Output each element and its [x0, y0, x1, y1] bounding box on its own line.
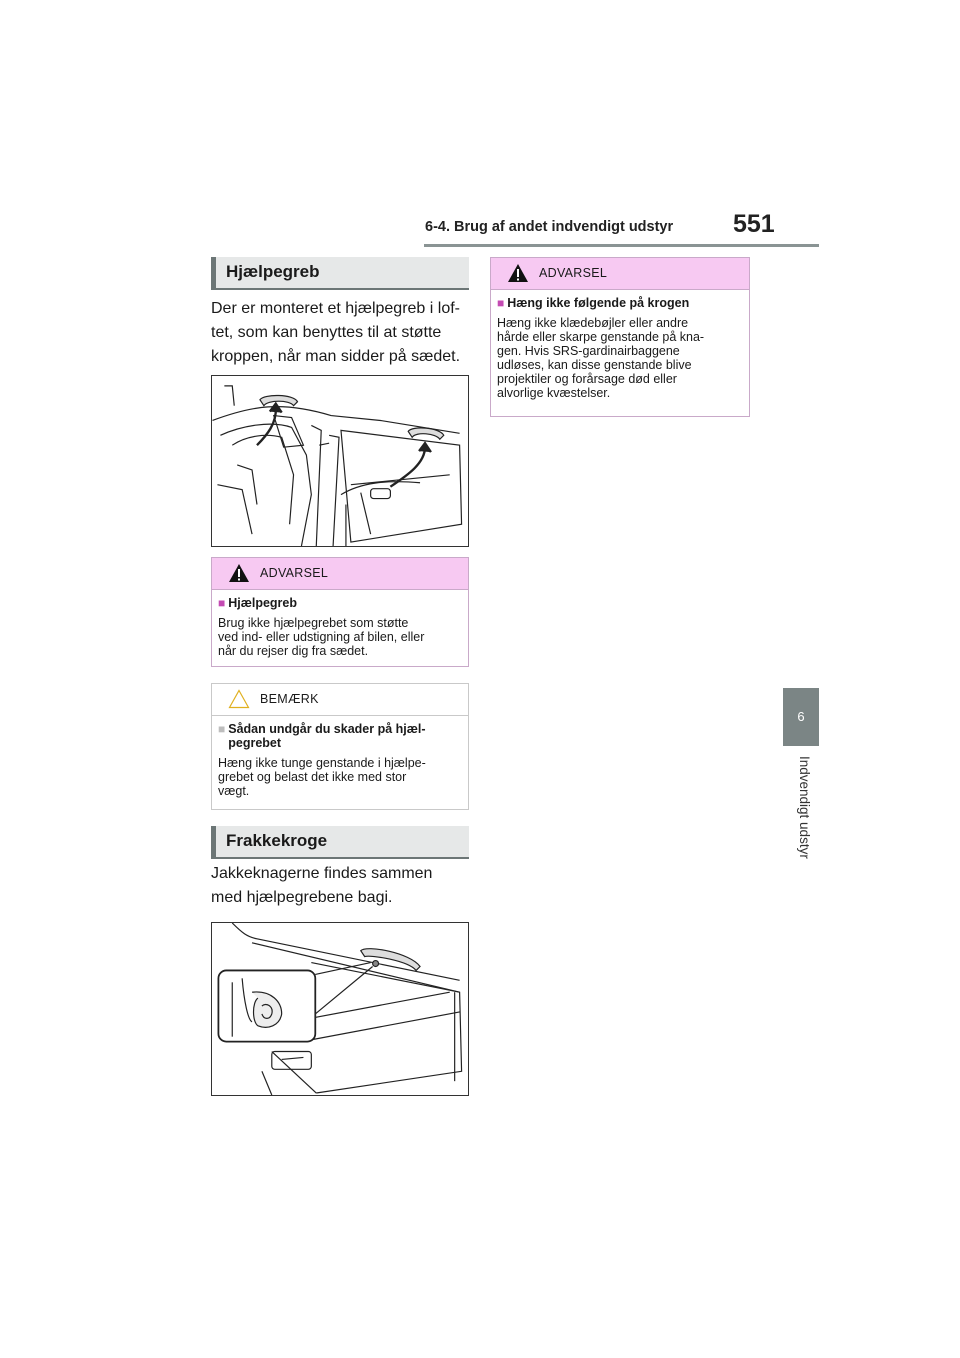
section-heading-assist-grip: Hjælpegreb — [211, 257, 469, 290]
warning-icon — [228, 563, 250, 583]
notice-box-header — [212, 684, 468, 716]
notice-text-line: vægt. — [218, 784, 250, 798]
square-bullet-icon: ■ — [497, 296, 505, 310]
paragraph-line: med hjælpegrebene bagi. — [211, 889, 393, 906]
warning-label: ADVARSEL — [260, 566, 329, 580]
warning-text-line: ved ind- eller udstigning af bilen, eller — [218, 630, 425, 644]
warning-text-line: når du rejser dig fra sædet. — [218, 644, 369, 658]
assist-grip-illustration — [211, 375, 469, 547]
warning-text-line: udløses, kan disse genstande blive — [497, 358, 692, 372]
notice-label: BEMÆRK — [260, 692, 319, 706]
section-heading-coat-hooks: Frakkekroge — [211, 826, 469, 859]
warning-icon — [507, 263, 529, 283]
warning-subheading — [218, 596, 462, 610]
warning-text — [497, 316, 743, 400]
notice-text-line: grebet og belast det ikke med stor — [218, 770, 407, 784]
chapter-tab-number: 6 — [783, 688, 819, 746]
warning-text-line: projektiler og forårsage død eller — [497, 372, 677, 386]
warning-box-coat-hook — [490, 257, 750, 417]
notice-subheading — [218, 722, 462, 750]
warning-box-header — [491, 258, 749, 290]
square-bullet-icon: ■ — [218, 596, 226, 610]
paragraph-line: Der er monteret et hjælpegreb i lof- — [211, 300, 460, 317]
warning-box-assist-grip — [211, 557, 469, 667]
warning-text-line: alvorlige kvæstelser. — [497, 386, 611, 400]
chapter-tab-title — [796, 756, 816, 886]
assist-grip-paragraph — [211, 297, 473, 369]
notice-subheading-line: Sådan undgår du skader på hjæl- — [228, 722, 426, 736]
warning-box-header — [212, 558, 468, 590]
coat-hooks-paragraph — [211, 862, 473, 910]
warning-text — [218, 616, 462, 658]
warning-subheading-text: Hjælpegreb — [228, 596, 298, 610]
warning-text-line: Hæng ikke klædebøjler eller andre — [497, 316, 689, 330]
warning-label: ADVARSEL — [539, 266, 608, 280]
warning-text-line: hårde eller skarpe genstande på kna- — [497, 330, 705, 344]
warning-subheading — [497, 296, 743, 310]
header-divider — [424, 244, 819, 247]
notice-box-assist-grip — [211, 683, 469, 810]
warning-subheading-text: Hæng ikke følgende på krogen — [507, 296, 690, 310]
warning-text-line: gen. Hvis SRS-gardinairbaggene — [497, 344, 680, 358]
chapter-tab-title-text: Indvendigt udstyr — [797, 756, 812, 859]
page-number: 551 — [733, 210, 775, 238]
coat-hook-illustration — [211, 922, 469, 1096]
paragraph-line: kroppen, når man sidder på sædet. — [211, 348, 461, 365]
header-section-title: 6-4. Brug af andet indvendigt udstyr — [425, 219, 674, 235]
square-bullet-icon: ■ — [218, 722, 226, 736]
paragraph-line: Jakkeknagerne findes sammen — [211, 865, 433, 882]
warning-text-line: Brug ikke hjælpegrebet som støtte — [218, 616, 409, 630]
caution-icon — [228, 689, 250, 709]
paragraph-line: tet, som kan benyttes til at støtte — [211, 324, 442, 341]
notice-subheading-line: pegrebet — [228, 736, 282, 750]
notice-text — [218, 756, 462, 798]
notice-text-line: Hæng ikke tunge genstande i hjælpe- — [218, 756, 426, 770]
